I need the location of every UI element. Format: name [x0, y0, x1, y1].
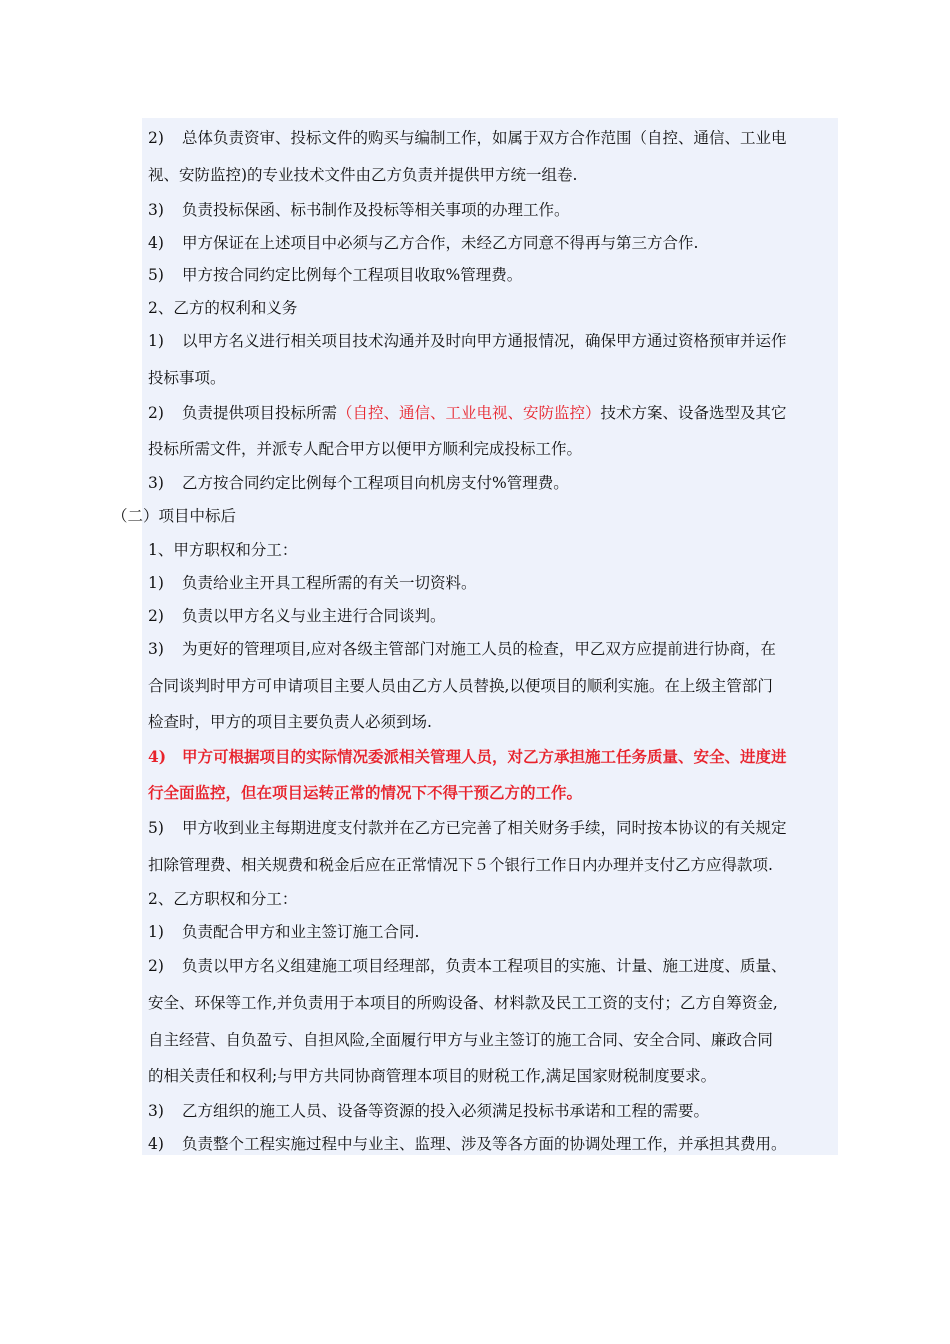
item-line — [148, 573, 477, 593]
text-line: 合同谈判时甲方可申请项目主要人员由乙方人员替换,以便项目的顺利实施。在上级主管部门 — [148, 677, 773, 695]
item-number: 5) — [148, 819, 164, 837]
item-line — [148, 331, 787, 351]
text-line: 检查时，甲方的项目主要负责人必须到场. — [148, 713, 432, 731]
item-text: 负责配合甲方和业主签订施工合同. — [182, 923, 420, 941]
item-text: 甲方收到业主每期进度支付款并在乙方已完善了相关财务手续，同时按本协议的有关规定 — [182, 819, 787, 837]
item-text: 甲方按合同约定比例每个工程项目收取%管理费。 — [182, 266, 523, 284]
item-line — [148, 1134, 787, 1154]
item-number: 4) — [148, 234, 164, 252]
item-number: 2) — [148, 404, 164, 422]
item-line — [148, 265, 522, 285]
item-number: 2) — [148, 957, 164, 975]
item-text: 负责给业主开具工程所需的有关一切资料。 — [182, 574, 477, 592]
item-number: 3) — [148, 640, 164, 658]
section-heading: 1、甲方职权和分工： — [148, 541, 298, 559]
item-number: 4) — [148, 747, 167, 766]
item-number: 3) — [148, 1102, 164, 1120]
item-number: 1) — [148, 923, 164, 941]
text-line: 安全、环保等工作,并负责用于本项目的所购设备、材料款及民工工资的支付；乙方自筹资金, — [148, 994, 778, 1012]
section-heading: 2、乙方的权利和义务 — [148, 299, 298, 317]
item-text: 负责投标保函、标书制作及投标等相关事项的办理工作。 — [182, 201, 570, 219]
item-line — [148, 233, 698, 253]
item-text: 负责整个工程实施过程中与业主、监理、涉及等各方面的协调处理工作，并承担其费用。 — [182, 1135, 787, 1153]
item-line — [148, 922, 419, 942]
item-number: 2) — [148, 607, 164, 625]
item-line — [148, 639, 776, 659]
item-text: 负责以甲方名义与业主进行合同谈判。 — [182, 607, 446, 625]
item-line — [148, 1101, 709, 1121]
item-text: 负责以甲方名义组建施工项目经理部，负责本工程项目的实施、计量、施工进度、质量、 — [182, 957, 787, 975]
item-number: 1) — [148, 574, 164, 592]
item-text: 总体负责资审、投标文件的购买与编制工作，如属于双方合作范围（自控、通信、工业电 — [182, 129, 787, 147]
text-line: 扣除管理费、相关规费和税金后应在正常情况下５个银行工作日内办理并支付乙方应得款项. — [148, 856, 773, 874]
item-number: 2) — [148, 129, 164, 147]
item-line — [148, 403, 787, 423]
item-text: 甲方可根据项目的实际情况委派相关管理人员，对乙方承担施工任务质量、安全、进度进 — [182, 747, 787, 766]
text-line: 投标事项。 — [148, 369, 226, 387]
text-line: 自主经营、自负盈亏、自担风险,全面履行甲方与业主签订的施工合同、安全合同、廉政合同 — [148, 1031, 773, 1049]
item-number: 1) — [148, 332, 164, 350]
text-line: 视、安防监控)的专业技术文件由乙方负责并提供甲方统一组卷. — [148, 166, 578, 184]
item-text: 以甲方名义进行相关项目技术沟通并及时向甲方通报情况，确保甲方通过资格预审并运作 — [182, 332, 787, 350]
section-heading: （二）项目中标后 — [112, 507, 237, 525]
item-text: 乙方按合同约定比例每个工程项目向机房支付%管理费。 — [182, 474, 569, 492]
text-line: 投标所需文件，并派专人配合甲方以便甲方顺利完成投标工作。 — [148, 440, 583, 458]
item-line — [148, 128, 787, 148]
item-line-emphasis — [148, 747, 787, 767]
item-line — [148, 473, 569, 493]
item-number: 4) — [148, 1135, 164, 1153]
item-text: 乙方组织的施工人员、设备等资源的投入必须满足投标书承诺和工程的需要。 — [182, 1102, 710, 1120]
section-heading: 2、乙方职权和分工： — [148, 890, 298, 908]
item-text: 甲方保证在上述项目中必须与乙方合作，未经乙方同意不得再与第三方合作. — [182, 234, 699, 252]
item-text: 技术方案、设备选型及其它 — [600, 404, 787, 422]
item-line — [148, 956, 787, 976]
text-line-emphasis: 行全面监控，但在项目运转正常的情况下不得干预乙方的工作。 — [148, 783, 583, 802]
item-line — [148, 818, 787, 838]
item-text: 负责提供项目投标所需 — [182, 404, 338, 422]
item-number: 5) — [148, 266, 164, 284]
item-number: 3) — [148, 474, 164, 492]
highlighted-text: （自控、通信、工业电视、安防监控） — [337, 404, 601, 422]
item-line — [148, 200, 570, 220]
item-number: 3) — [148, 201, 164, 219]
text-line: 的相关责任和权利;与甲方共同协商管理本项目的财税工作,满足国家财税制度要求。 — [148, 1067, 717, 1085]
item-text: 为更好的管理项目,应对各级主管部门对施工人员的检查，甲乙双方应提前进行协商，在 — [182, 640, 776, 658]
item-line — [148, 606, 446, 626]
